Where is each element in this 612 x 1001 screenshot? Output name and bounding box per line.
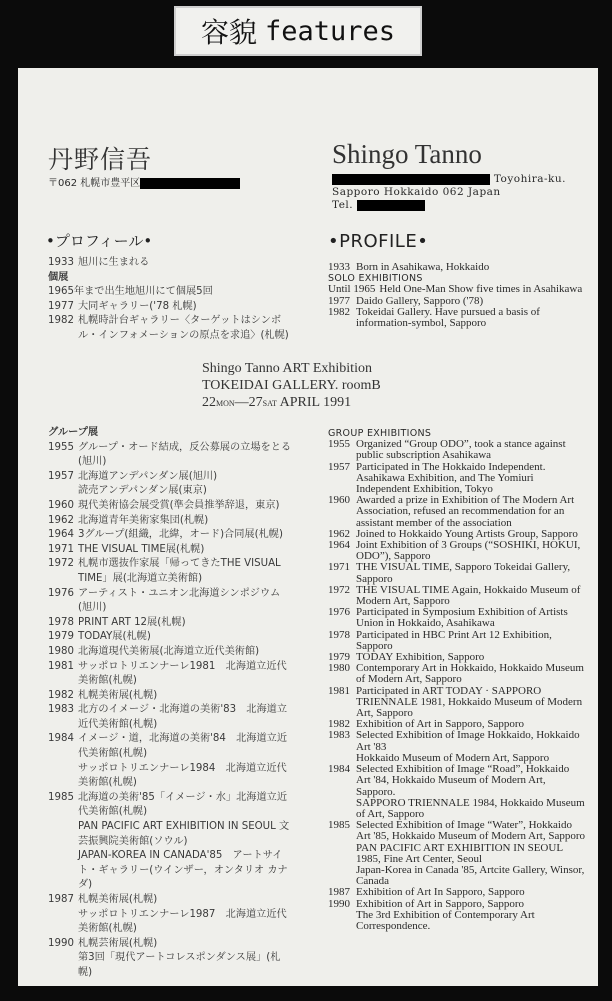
entry-year: 1985 [328, 819, 350, 832]
address-en [332, 173, 566, 212]
timeline-entry [328, 764, 586, 798]
entry-text: イメージ・道，北海道の美術'84 北海道立近代美術館(札幌) [78, 733, 288, 760]
group-heading: グループ展 [48, 427, 99, 438]
timeline-entry [48, 791, 293, 820]
timeline-entry [328, 663, 586, 685]
entry-year [328, 798, 356, 820]
entry-year: 1955 [48, 441, 74, 453]
entry-year: 1955 [328, 438, 350, 451]
entry-text: 札幌美術展(札幌) [78, 689, 158, 701]
timeline-entry [328, 820, 586, 842]
timeline-entry [48, 441, 293, 470]
entry-text: Exhibition of Art in Sapporo, Sapporo [356, 718, 525, 731]
entry-year: 1979 [48, 631, 74, 643]
entry-text: 3グループ(組織，北緯，オード)合同展(札幌) [78, 529, 283, 541]
exhibition-info [202, 360, 381, 412]
entry-year: 1981 [328, 684, 350, 697]
redaction-bar [332, 174, 490, 185]
entry-text: Joined to Hokkaido Young Artists Group, Sapporo [356, 527, 578, 540]
entry-year: 1962 [328, 527, 350, 540]
entry-year: 1978 [328, 628, 350, 641]
entry-year: 1960 [48, 499, 74, 511]
timeline-entry [328, 585, 586, 607]
entry-text: Participated in Symposium Exhibition of Artists Union in Hokkaido, Asahikawa [356, 606, 568, 630]
exhibition-dates [202, 394, 381, 412]
timeline-entry [328, 798, 586, 820]
timeline-entry [48, 645, 293, 660]
timeline-entry [328, 439, 586, 461]
address-jp-text: 〒062 札幌市豊平区 [48, 178, 141, 189]
timeline-entry [48, 893, 293, 908]
entry-year: 1976 [48, 587, 74, 599]
entry-text: PAN PACIFIC ART EXHIBITION IN SEOUL 文芸振興院美術館(ソウル) [78, 821, 290, 847]
entry-year: 1982 [48, 689, 74, 701]
timeline-entry [48, 849, 293, 893]
group-heading: GROUP EXHIBITIONS [328, 428, 432, 439]
document-page [18, 68, 598, 986]
entry-text: グループ・オード結成，反公募展の立場をとる(旭川) [78, 441, 292, 468]
entry-year: 1933 [328, 261, 350, 273]
timeline-entry [48, 256, 293, 271]
date-dash: — [234, 395, 249, 410]
address-jp [48, 177, 240, 190]
entry-text: 北海道現代美術展(北海道立近代美術館) [78, 645, 260, 657]
timeline-entry [328, 262, 586, 273]
profile-jp-solo [48, 256, 293, 344]
timeline-entry [48, 543, 293, 558]
profile-en-solo [328, 262, 586, 329]
timeline-entry [328, 562, 586, 584]
entry-year: 1987 [48, 894, 74, 905]
timeline-entry [48, 616, 293, 631]
entry-text: Selected Exhibition of Image “Water”, Hokkaido Art '85, Hokkaido Museum of Modern Art, Sapporo [356, 819, 585, 843]
entry-text: 大同ギャラリー('78 札幌) [78, 300, 197, 312]
entry-year: 1971 [328, 561, 350, 574]
entry-year: 1990 [48, 937, 74, 949]
entry-year [48, 908, 78, 937]
entry-year: 1984 [328, 763, 350, 776]
timeline-entry [48, 470, 293, 485]
entry-year: 1977 [48, 300, 74, 312]
end-dow: SAT [262, 399, 277, 408]
timeline-entry [48, 499, 293, 514]
entry-year: 1962 [48, 514, 74, 526]
entry-year [48, 951, 78, 980]
artist-name-jp: 丹野信吾 [48, 145, 153, 174]
entry-text: TODAY Exhibition, Sapporo [356, 651, 485, 664]
entry-text: Participated in ART TODAY · SAPPORO TRIENNALE 1981, Hokkaido Museum of Modern Art, Sapporo [356, 684, 583, 720]
redaction-bar [140, 178, 240, 189]
timeline-entry [48, 908, 293, 937]
entry-year: 1977 [328, 294, 350, 307]
entry-text: 読売アンデパンダン展(東京) [78, 485, 207, 497]
entry-text: Tokeidai Gallery. Have pursued a basis of information-symbol, Sapporo [356, 305, 540, 330]
month-year: APRIL 1991 [279, 395, 352, 410]
solo-heading: 個展 [48, 271, 69, 283]
entry-year: 1957 [328, 460, 350, 473]
entry-year: 1972 [48, 558, 74, 570]
exhibition-venue: TOKEIDAI GALLERY. roomB [202, 378, 381, 393]
entry-text: THE VISUAL TIME, Sapporo Tokeidai Gallery, Sapporo [356, 561, 571, 585]
timeline-entry [48, 528, 293, 543]
redaction-bar [357, 200, 425, 211]
exhibition-title: Shingo Tanno ART Exhibition [202, 361, 372, 376]
entry-text: 第3回「現代アートコレスポンダンス展」(札幌) [78, 952, 281, 978]
timeline-entry [48, 514, 293, 529]
timeline-entry [328, 887, 586, 898]
entry-text: Held One-Man Show five times in Asahikawa [379, 283, 583, 296]
entry-text: 北方のイメージ・北海道の美術'83 北海道立近代美術館(札幌) [78, 704, 288, 730]
entry-text: Organized “Group ODO”, took a stance against public subscription Asahikawa [356, 438, 566, 462]
entry-year: 1978 [48, 616, 74, 628]
entry-year: 1982 [48, 315, 74, 327]
entry-year: 1987 [328, 886, 350, 899]
entry-text: THE VISUAL TIME展(札幌) [78, 543, 205, 555]
entry-text: サッポロトリエンナーレ1984 北海道立近代美術館(札幌) [78, 762, 287, 789]
entry-text: 札幌美術展(札幌) [78, 894, 158, 905]
entry-year [328, 843, 356, 865]
timeline-entry [328, 865, 586, 887]
timeline-entry [328, 307, 586, 329]
section-label [174, 6, 422, 56]
solo-intro: 1965年まで出生地旭川にて個展5回 [48, 286, 213, 298]
entry-year [48, 820, 78, 849]
timeline-entry [48, 732, 293, 761]
entry-year [328, 910, 356, 932]
entry-text: Hokkaido Museum of Modern Art, Sapporo [356, 751, 550, 764]
entry-text: Exhibition of Art In Sapporo, Sapporo [356, 886, 525, 899]
entry-year [48, 762, 78, 791]
timeline-entry [48, 557, 293, 586]
entry-text: 北海道青年美術家集団(札幌) [78, 514, 209, 526]
entry-text: 札幌時計台ギャラリー〈ターゲットはシンボル・インフォメーションの原点を求追〉(札幌) [78, 315, 289, 341]
entry-text: Selected Exhibition of Image Hokkaido, Hokkaido Art '83 [356, 729, 580, 753]
entry-year: 1983 [48, 704, 74, 716]
timeline-entry [48, 937, 293, 952]
entry-year: Until 1965 [328, 283, 376, 296]
entry-year: 1981 [48, 660, 74, 672]
entry-year: 1976 [328, 606, 350, 619]
entry-text: Daido Gallery, Sapporo ('78) [356, 294, 484, 307]
entry-text: サッポロトリエンナーレ1987 北海道立近代美術館(札幌) [78, 908, 287, 935]
entry-text: TODAY展(札幌) [78, 631, 151, 643]
entry-text: アーティスト・ユニオン北海道シンポジウム(旭川) [78, 587, 281, 614]
entry-text: JAPAN-KOREA IN CANADA'85 アートサイト・ギャラリー(ウインザー，オンタリオ カナダ) [78, 850, 288, 891]
entry-text: The 3rd Exhibition of Contemporary Art Correspondence. [356, 908, 535, 932]
entry-year: 1957 [48, 470, 74, 482]
timeline-entry [48, 484, 293, 499]
entry-text: 札幌芸術展(札幌) [78, 937, 158, 949]
address-en-line2: Sapporo Hokkaido 062 Japan [332, 186, 501, 198]
timeline-entry [328, 607, 586, 629]
profile-heading-jp: •プロフィール• [46, 232, 153, 250]
entry-text: PAN PACIFIC ART EXHIBITION IN SEOUL 1985, Fine Art Center, Seoul [356, 841, 563, 865]
timeline-entry [48, 689, 293, 704]
timeline-entry [328, 540, 586, 562]
entry-year: 1972 [328, 583, 350, 596]
entry-text: Contemporary Art in Hokkaido, Hokkaido Museum of Modern Art, Sapporo [356, 662, 584, 686]
profile-heading-en: •PROFILE• [328, 231, 429, 252]
entry-year: 1983 [328, 729, 350, 742]
entry-year: 1964 [328, 539, 350, 552]
entry-year: 1964 [48, 529, 74, 541]
entry-text: SAPPORO TRIENNALE 1984, Hokkaido Museum of Art, Sapporo [356, 796, 585, 820]
entry-year [328, 865, 356, 887]
entry-year: 1980 [48, 645, 74, 657]
timeline-entry [328, 462, 586, 496]
timeline-entry [48, 703, 293, 732]
profile-en-group [328, 428, 586, 932]
timeline-entry [48, 660, 293, 689]
entry-year: 1982 [328, 305, 350, 318]
timeline-entry [48, 630, 293, 645]
timeline-entry [48, 587, 293, 616]
entry-year: 1980 [328, 662, 350, 675]
entry-year: 1971 [48, 543, 74, 555]
timeline-entry [48, 951, 293, 980]
solo-heading: SOLO EXHIBITIONS [328, 273, 423, 285]
timeline-entry [48, 762, 293, 791]
timeline-entry [328, 730, 586, 752]
entry-text: サッポロトリエンナーレ1981 北海道立近代美術館(札幌) [78, 660, 287, 687]
entry-text: Japan-Korea in Canada '85, Artcite Gallery, Winsor, Canada [356, 863, 585, 888]
entry-text: Exhibition of Art in Sapporo, Sapporo [356, 897, 525, 910]
start-dow: MON [216, 399, 235, 408]
entry-text: Participated in The Hokkaido Independent. Asahikawa Exhibition, and The Yomiuri Independent Exhibition, Tokyo [356, 460, 546, 496]
timeline-entry [328, 686, 586, 720]
entry-text: Participated in HBC Print Art 12 Exhibition, Sapporo [356, 628, 552, 652]
entry-year: 1960 [328, 494, 350, 507]
artist-name-en: Shingo Tanno [332, 139, 482, 169]
address-en-line1: Toyohira-ku. [493, 173, 567, 185]
timeline-entry [328, 630, 586, 652]
timeline-entry [48, 820, 293, 849]
entry-text: Selected Exhibition of Image “Road”, Hokkaido Art '84, Hokkaido Museum of Modern Art, Sapporo. [356, 763, 570, 798]
entry-year: 1933 [48, 257, 74, 268]
entry-year: 1985 [48, 791, 74, 803]
section-label-jp: 容貌 [200, 16, 257, 49]
timeline-entry [328, 910, 586, 932]
timeline-entry [48, 314, 293, 343]
profile-jp-group [48, 426, 293, 981]
timeline-entry [328, 284, 586, 295]
entry-year: 1984 [48, 733, 74, 745]
entry-year: 1979 [328, 651, 350, 664]
timeline-entry [48, 300, 293, 315]
timeline-entry [328, 495, 586, 529]
tel-label: Tel. [332, 199, 354, 211]
entry-year: 1990 [328, 897, 350, 910]
entry-text: Born in Asahikawa, Hokkaido [356, 261, 490, 273]
entry-text: 北海道の美術'85「イメージ・水」北海道立近代美術館(札幌) [78, 791, 288, 818]
end-day: 27 [248, 395, 263, 410]
section-label-en: features [264, 15, 396, 47]
entry-text: PRINT ART 12展(札幌) [78, 616, 186, 628]
timeline-entry [328, 843, 586, 865]
entry-text: 札幌市選抜作家展「帰ってきたTHE VISUAL TIME」展(北海道立美術館) [78, 558, 281, 584]
entry-year: 1982 [328, 718, 350, 731]
entry-text: 旭川に生まれる [78, 257, 150, 268]
entry-text: 北海道アンデパンダン展(旭川) [78, 470, 218, 482]
entry-text: Joint Exhibition of 3 Groups (“SOSHIKI, HOKUI, ODO”), Sapporo [356, 539, 581, 563]
entry-text: Awarded a prize in Exhibition of The Modern Art Association, refused an recommendation for an assistant member of the association [356, 494, 575, 529]
entry-text: THE VISUAL TIME Again, Hokkaido Museum of Modern Art, Sapporo [356, 583, 581, 608]
start-day: 22 [202, 395, 216, 410]
entry-year [48, 484, 78, 499]
entry-text: 現代美術協会展受賞(準会員推挙辞退，東京) [78, 499, 280, 511]
entry-year [48, 849, 78, 893]
